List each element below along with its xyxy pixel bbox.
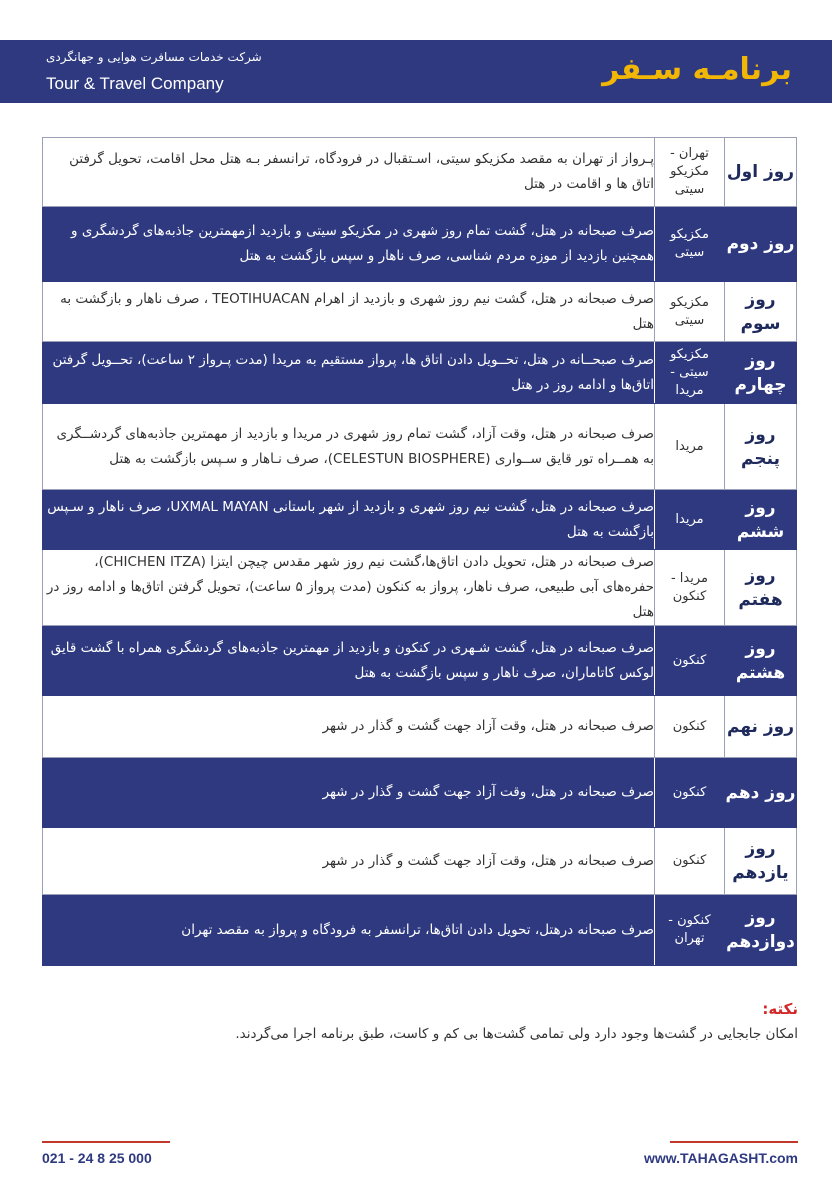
day-description: صرف صبحانه در هتل، گشت نیم روز شهری و بازدید از اهرام TEOTIHUACAN ، صرف ناهار و بازگشت به هتل: [43, 282, 655, 342]
day-description: صرف صبحانه درهتل، تحویل دادن اتاق‌ها، ترانسفر به فرودگاه و پرواز به مقصد تهران: [43, 895, 655, 966]
itinerary-row: [43, 696, 797, 758]
city-label: مکزیکو سیتی: [655, 207, 725, 282]
day-label: روز هفتم: [725, 550, 797, 626]
itinerary-row: [43, 138, 797, 207]
day-description: صرف صبحانه در هتل، گشت نیم روز شهری و بازدید از شهر باستانی UXMAL MAYAN، صرف ناهار و سـپس بازگشت به هتل: [43, 490, 655, 550]
city-label: مکزیکو سیتی: [655, 282, 725, 342]
itinerary-row: [43, 758, 797, 828]
company-name-en: Tour & Travel Company: [46, 74, 224, 93]
city-label: تهران - مکزیکو سیتی: [655, 138, 725, 207]
city-label: مریدا: [655, 404, 725, 490]
note-text: امکان جابجایی در گشت‌ها وجود دارد ولی تمامی گشت‌ها بی کم و کاست، طبق برنامه اجرا می‌گردند.: [235, 1026, 798, 1042]
day-description: صرف صبحانه در هتل، وقت آزاد جهت گشت و گذار در شهر: [43, 758, 655, 828]
day-description: صرف صبحانه در هتل، گشت تمام روز شهری در مکزیکو سیتی و بازدید ازمهمترین جاذبه‌های گردشگری و همچنین بازدید از موزه مردم شناسی، صرف ناهار و سپس بازگشت به هتل: [43, 207, 655, 282]
day-label: روز دهم: [725, 758, 797, 828]
note-title: نکته:: [762, 1000, 798, 1018]
day-label: روز هشتم: [725, 626, 797, 696]
day-label: روز سوم: [725, 282, 797, 342]
city-label: کنکون: [655, 626, 725, 696]
itinerary-row: [43, 207, 797, 282]
page-title: برنامـه سـفر: [602, 52, 792, 87]
footer-phone: 021 - 24 8 25 000: [42, 1150, 152, 1166]
day-description: صرف صبحانه در هتل، وقت آزاد جهت گشت و گذار در شهر: [43, 696, 655, 758]
day-description: صرف صبحانه در هتل، تحویل دادن اتاق‌ها،گشت نیم روز شهر مقدس چیچن ایتزا (CHICHEN ITZA)، حفره‌های آبی طبیعی، صرف ناهار، پرواز به کنکون (مدت پرواز ۵ ساعت)، تحویل گرفتن اتاق‌ها و ادامه روز در هتل: [43, 550, 655, 626]
day-description: صرف صبحانه در هتل، وقت آزاد، گشت تمام روز شهری در مریدا و بازدید از مهمترین جاذبه‌های گردشــگری به همــراه تور قایق ســواری (CELESTUN BIOSPHERE)، صرف نـاهار و سـپس بازگشت به هتل: [43, 404, 655, 490]
itinerary-row: [43, 282, 797, 342]
itinerary-row: [43, 626, 797, 696]
city-label: کنکون - تهران: [655, 895, 725, 966]
city-label: کنکون: [655, 758, 725, 828]
city-label: کنکون: [655, 696, 725, 758]
footer-website[interactable]: www.TAHAGASHT.com: [643, 1150, 798, 1166]
footer-divider-right: [670, 1141, 798, 1143]
itinerary-row: [43, 550, 797, 626]
day-label: روز چهارم: [725, 342, 797, 404]
day-label: روز ششم: [725, 490, 797, 550]
company-name-fa: شرکت خدمات مسافرت هوایی و جهانگردی: [46, 50, 262, 64]
itinerary-row: [43, 404, 797, 490]
day-label: روز یازدهم: [725, 828, 797, 895]
day-label: روز دوم: [725, 207, 797, 282]
day-label: روز اول: [725, 138, 797, 207]
day-description: صرف صبحــانه در هتل، تحــویل دادن اتاق ها، پرواز مستقیم به مریدا (مدت پـرواز ۲ ساعت)، تحــویل گرفتن اتاق‌ها و ادامه روز در هتل: [43, 342, 655, 404]
itinerary-row: [43, 895, 797, 966]
city-label: مکزیکو سیتی - مریدا: [655, 342, 725, 404]
day-label: روز پنجم: [725, 404, 797, 490]
itinerary-row: [43, 342, 797, 404]
day-description: صرف صبحانه در هتل، وقت آزاد جهت گشت و گذار در شهر: [43, 828, 655, 895]
city-label: مریدا - کنکون: [655, 550, 725, 626]
day-description: صرف صبحانه در هتل، گشت شـهری در کنکون و بازدید از مهمترین جاذبه‌های گردشگری همراه با گشت قایق لوکس کاتاماران، صرف ناهار و سپس بازگشت به هتل: [43, 626, 655, 696]
day-description: پـرواز از تهران به مقصد مکزیکو سیتی، اسـتقبال در فرودگاه، ترانسفر بـه هتل محل اقامت، تحویل گرفتن اتاق ها و اقامت در هتل: [43, 138, 655, 207]
itinerary-table: [42, 137, 797, 966]
city-label: کنکون: [655, 828, 725, 895]
header-banner: [0, 40, 832, 103]
day-label: روز دوازدهم: [725, 895, 797, 966]
footer-divider-left: [42, 1141, 170, 1143]
day-label: روز نهم: [725, 696, 797, 758]
itinerary-row: [43, 828, 797, 895]
city-label: مریدا: [655, 490, 725, 550]
itinerary-row: [43, 490, 797, 550]
